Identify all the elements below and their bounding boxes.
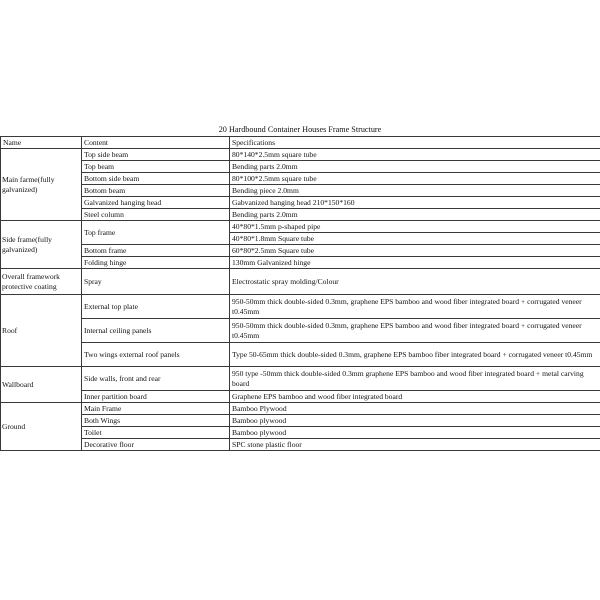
- header-name: Name: [1, 137, 82, 149]
- group-name-main-frame: Main farme(fully galvanized): [1, 149, 82, 221]
- table-row: [1, 245, 600, 257]
- spec-cell: 950-50mm thick double-sided 0.3mm, graphene EPS bamboo and wood fiber integrated board + corrugated veneer t0.45mm: [230, 295, 600, 319]
- table-row: [1, 209, 600, 221]
- table-row: [1, 403, 600, 415]
- table-row: [1, 257, 600, 269]
- content-cell: Top beam: [82, 161, 230, 173]
- content-cell: Inner partition board: [82, 391, 230, 403]
- content-cell: Bottom frame: [82, 245, 230, 257]
- spec-cell: Bamboo Plywood: [230, 403, 600, 415]
- spec-cell: Electrostatic spray molding/Colour: [230, 269, 600, 295]
- table-row: [1, 439, 600, 451]
- table-row: [1, 343, 600, 367]
- table-row: [1, 221, 600, 233]
- content-cell: Top frame: [82, 221, 230, 245]
- group-name-wallboard: Wallboard: [1, 367, 82, 403]
- content-cell: Spray: [82, 269, 230, 295]
- spec-cell: Graphene EPS bamboo and wood fiber integrated board: [230, 391, 600, 403]
- table-row: [1, 427, 600, 439]
- table-row: [1, 319, 600, 343]
- spec-cell: 80*140*2.5mm square tube: [230, 149, 600, 161]
- group-name-roof: Roof: [1, 295, 82, 367]
- content-cell: Steel column: [82, 209, 230, 221]
- spec-cell: Bending piece 2.0mm: [230, 185, 600, 197]
- spec-cell: Bending parts 2.0mm: [230, 161, 600, 173]
- content-cell: Two wings external roof panels: [82, 343, 230, 367]
- content-cell: Folding hinge: [82, 257, 230, 269]
- group-name-protective-coating: Overall framework protective coating: [1, 269, 82, 295]
- table-row: [1, 367, 600, 391]
- spec-cell: Bamboo plywood: [230, 427, 600, 439]
- table-title: 20 Hardbound Container Houses Frame Structure: [218, 125, 382, 134]
- content-cell: Toilet: [82, 427, 230, 439]
- frame-structure-table: [0, 136, 600, 451]
- header-row: [1, 137, 600, 149]
- content-cell: External top plate: [82, 295, 230, 319]
- content-cell: Top side beam: [82, 149, 230, 161]
- spec-cell: 40*80*1.8mm Square tube: [230, 233, 600, 245]
- content-cell: Galvanized hanging head: [82, 197, 230, 209]
- content-cell: Bottom beam: [82, 185, 230, 197]
- table-row: [1, 415, 600, 427]
- spec-cell: Type 50-65mm thick double-sided 0.3mm, graphene EPS bamboo fiber integrated board + corrugated veneer t0.45mm: [230, 343, 600, 367]
- spec-cell: 40*80*1.5mm p-shaped pipe: [230, 221, 600, 233]
- table-row: [1, 185, 600, 197]
- table-row: [1, 161, 600, 173]
- table-row: [1, 269, 600, 295]
- spec-cell: Gabvanized hanging head 210*150*160: [230, 197, 600, 209]
- content-cell: Main Frame: [82, 403, 230, 415]
- spec-cell: 950-50mm thick double-sided 0.3mm, graphene EPS bamboo and wood fiber integrated board + corrugated veneer t0.45mm: [230, 319, 600, 343]
- content-cell: Side walls, front and rear: [82, 367, 230, 391]
- table-row: [1, 391, 600, 403]
- content-cell: Both Wings: [82, 415, 230, 427]
- spec-cell: Bamboo plywood: [230, 415, 600, 427]
- content-cell: Bottom side beam: [82, 173, 230, 185]
- table-row: [1, 149, 600, 161]
- content-cell: Decorative floor: [82, 439, 230, 451]
- content-cell: Internal ceiling panels: [82, 319, 230, 343]
- table-row: [1, 173, 600, 185]
- header-content: Content: [82, 137, 230, 149]
- table-row: [1, 295, 600, 319]
- spec-cell: Bending parts 2.0mm: [230, 209, 600, 221]
- spec-cell: 950 type -50mm thick double-sided 0.3mm graphene EPS bamboo and wood fiber integrated board + metal carving board: [230, 367, 600, 391]
- table-row: [1, 197, 600, 209]
- header-specifications: Specifications: [230, 137, 600, 149]
- spec-cell: 80*100*2.5mm square tube: [230, 173, 600, 185]
- group-name-side-frame: Side frame(fully galvanized): [1, 221, 82, 269]
- spec-cell: 60*80*2.5mm Square tube: [230, 245, 600, 257]
- spec-cell: 130mm Galvanized hinge: [230, 257, 600, 269]
- group-name-ground: Ground: [1, 403, 82, 451]
- spec-cell: SPC stone plastic floor: [230, 439, 600, 451]
